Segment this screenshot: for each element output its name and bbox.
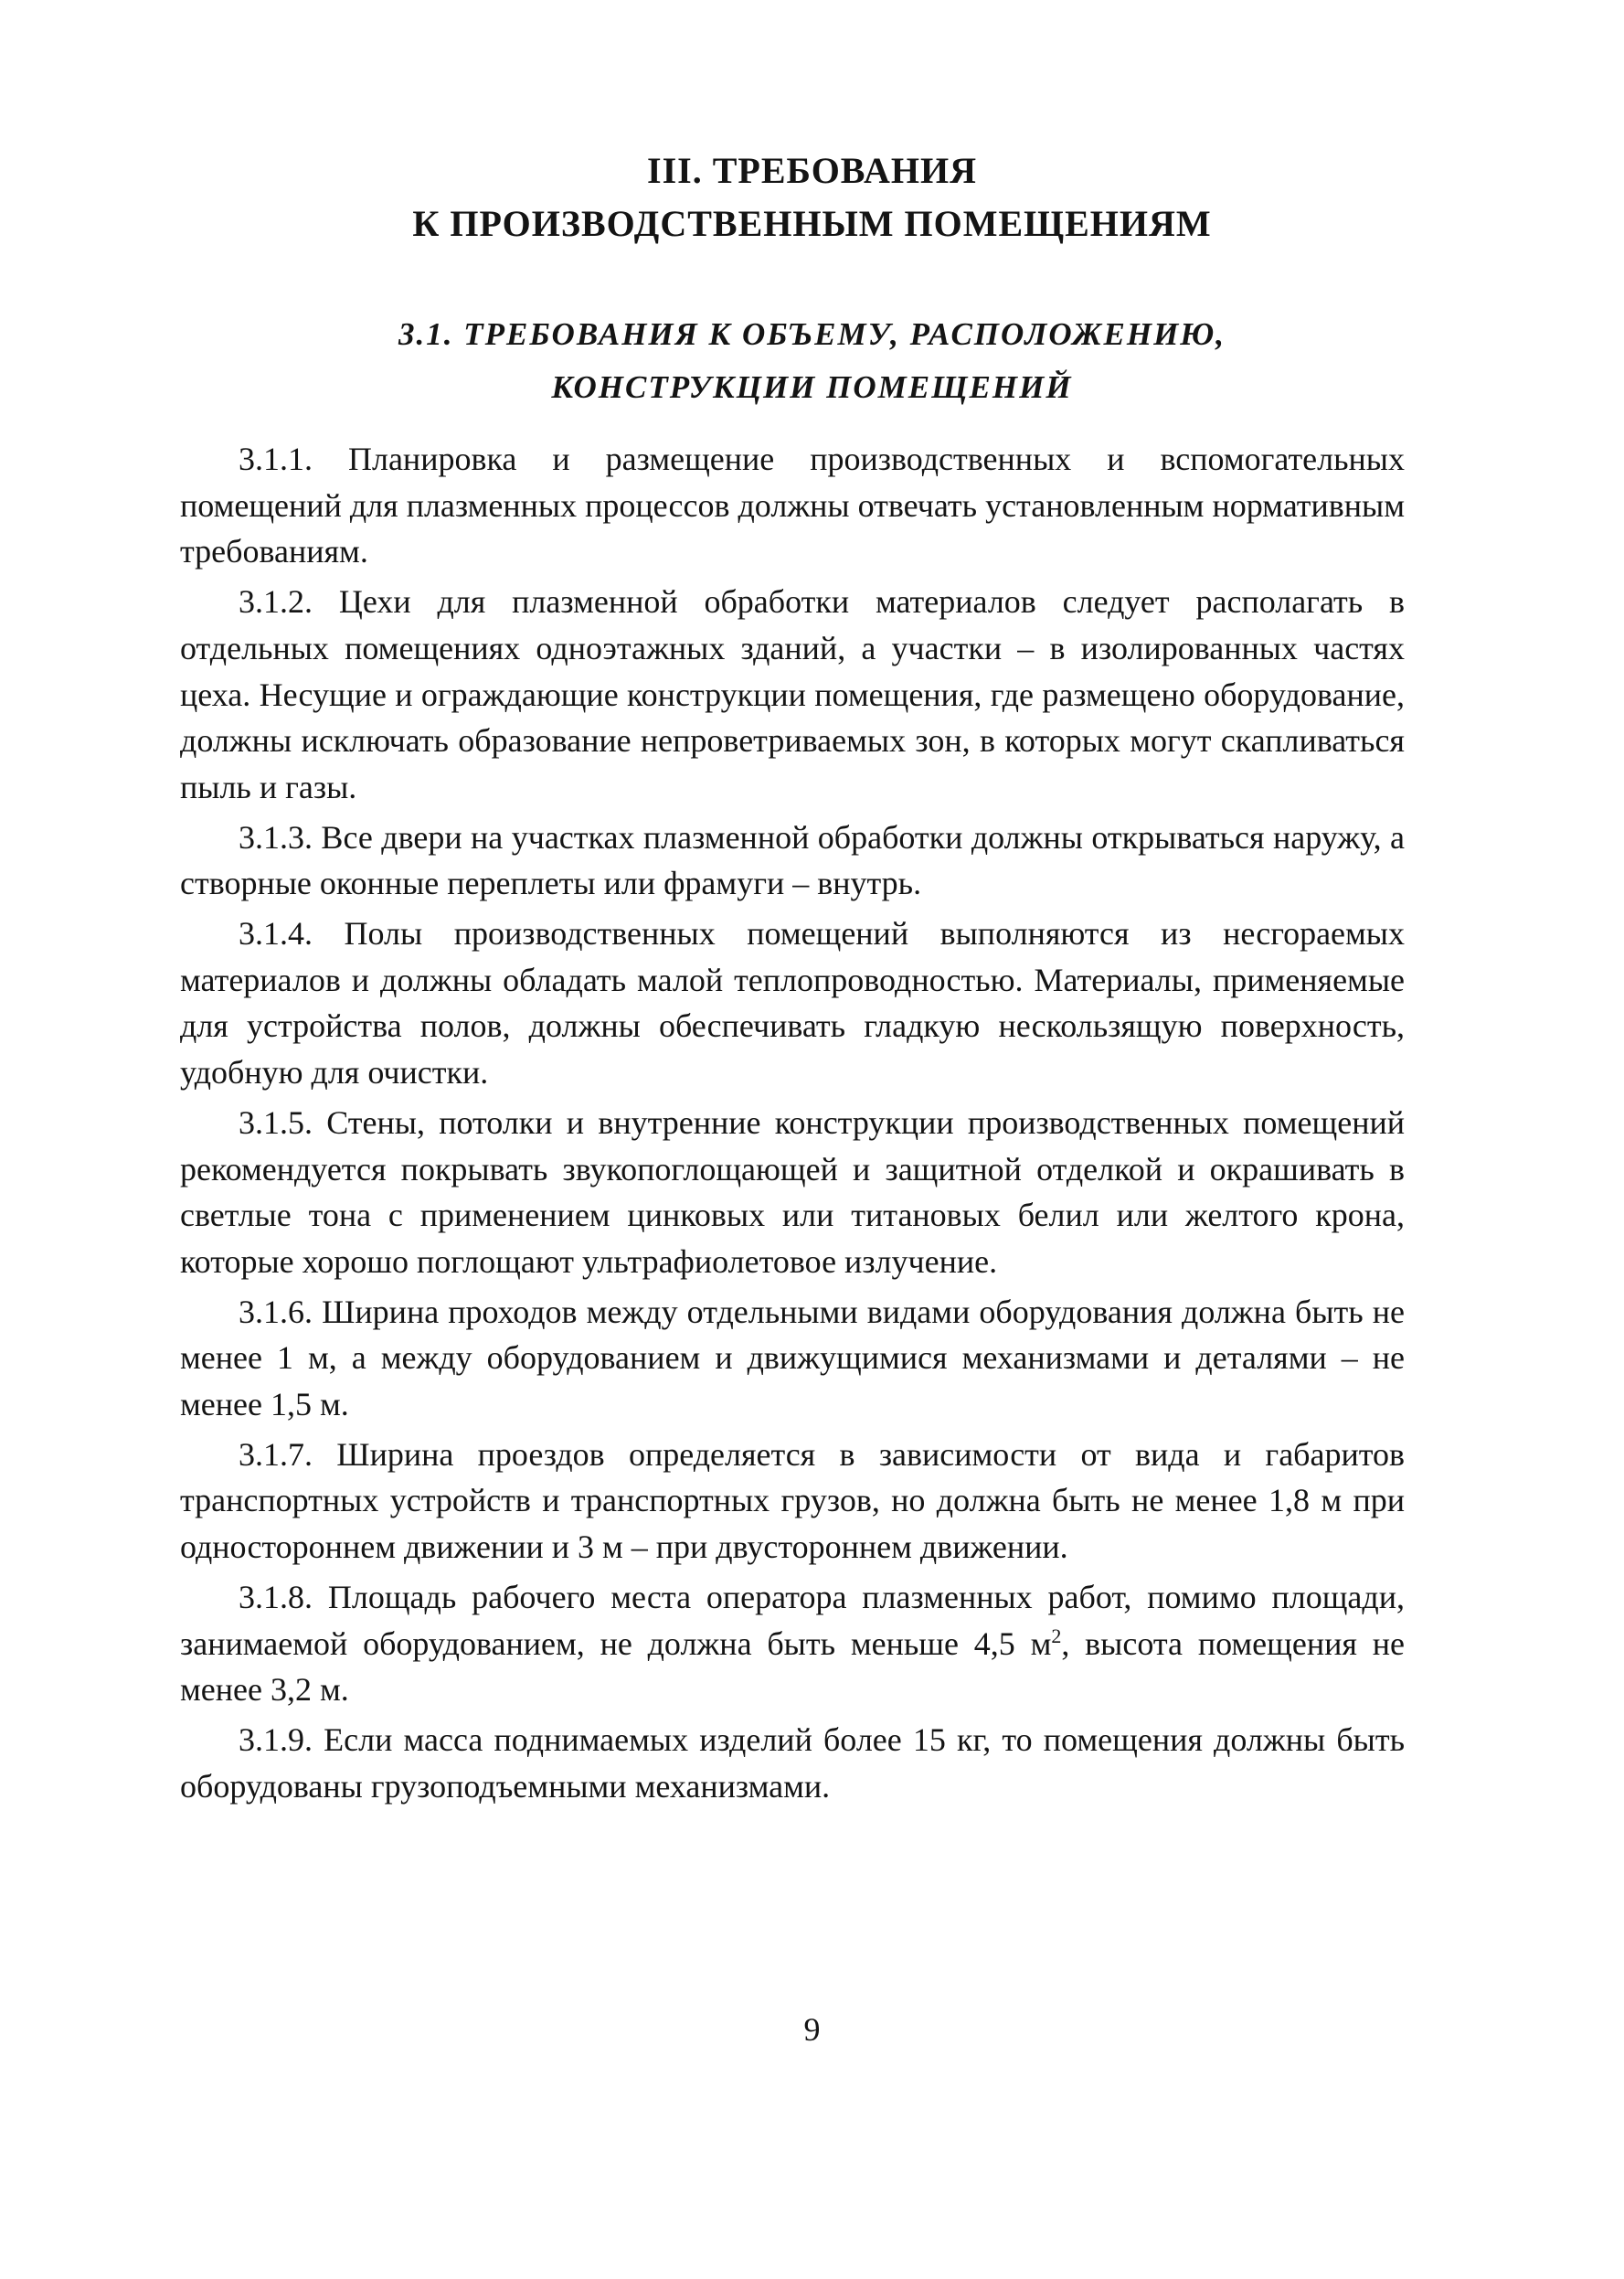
page-number: 9 bbox=[803, 2011, 821, 2048]
section-title-line-1: 3.1. ТРЕБОВАНИЯ К ОБЪЕМУ, РАСПОЛОЖЕНИЮ, bbox=[398, 316, 1226, 352]
paragraph-3-1-8-tail: , высота помещения не менее 3,2 м. bbox=[180, 1624, 1405, 1709]
paragraph-3-1-8-text: 3.1.8. Площадь рабочего места оператора плазменных работ, помимо площади, занимаемой оборудованием, не должна быть меньше 4,5 м bbox=[180, 1578, 1405, 1662]
paragraph-3-1-6: 3.1.6. Ширина проходов между отдельными видами оборудования должна быть не менее 1 м, а между оборудованием и движущимися механизмами и деталями – не менее 1,5 м. bbox=[180, 1293, 1405, 1423]
chapter-title-line-1: III. ТРЕБОВАНИЯ bbox=[647, 150, 977, 191]
paragraph-3-1-1: 3.1.1. Планировка и размещение производственных и вспомогательных помещений для плазменных процессов должны отвечать установленным нормативным требованиям. bbox=[180, 441, 1405, 570]
paragraph-3-1-8 bbox=[180, 1574, 1405, 1713]
body-text bbox=[180, 436, 1405, 1813]
section-title-line-2: КОНСТРУКЦИИ ПОМЕЩЕНИЙ bbox=[551, 369, 1073, 405]
paragraph-3-1-7: 3.1.7. Ширина проездов определяется в зависимости от вида и габаритов транспортных устройств и транспортных грузов, но должна быть не менее 1,8 м при одностороннем движении и 3 м – при двустороннем движении. bbox=[180, 1435, 1405, 1566]
section-title bbox=[0, 308, 1624, 414]
chapter-title-line-2: К ПРОИЗВОДСТВЕННЫМ ПОМЕЩЕНИЯМ bbox=[412, 203, 1212, 244]
paragraph-3-1-2: 3.1.2. Цехи для плазменной обработки материалов следует располагать в отдельных помещениях одноэтажных зданий, а участки – в изолированных частях цеха. Несущие и ограждающие конструкции помещения, где размещено оборудование, должны исключать образование непроветриваемых зон, в которых могут скапливаться пыль и газы. bbox=[180, 583, 1405, 805]
paragraph-3-1-4: 3.1.4. Полы производственных помещений выполняются из несгораемых материалов и должны обладать малой теплопроводностью. Материалы, применяемые для устройства полов, должны обеспечивать гладкую нескользящую поверхность, удобную для очистки. bbox=[180, 915, 1405, 1092]
paragraph-3-1-9: 3.1.9. Если масса поднимаемых изделий более 15 кг, то помещения должны быть оборудованы грузоподъемными механизмами. bbox=[180, 1720, 1405, 1805]
superscript-square: 2 bbox=[1051, 1624, 1062, 1647]
paragraph-3-1-3: 3.1.3. Все двери на участках плазменной обработки должны открываться наружу, а створные оконные переплеты или фрамуги – внутрь. bbox=[180, 818, 1405, 902]
paragraph-3-1-5: 3.1.5. Стены, потолки и внутренние конструкции производственных помещений рекомендуется покрывать звукопоглощающей и защитной отделкой и окрашивать в светлые тона с применением цинковых или титановых белил или желтого крона, которые хорошо поглощают ультрафиолетовое излучение. bbox=[180, 1103, 1405, 1280]
chapter-title bbox=[0, 144, 1624, 250]
